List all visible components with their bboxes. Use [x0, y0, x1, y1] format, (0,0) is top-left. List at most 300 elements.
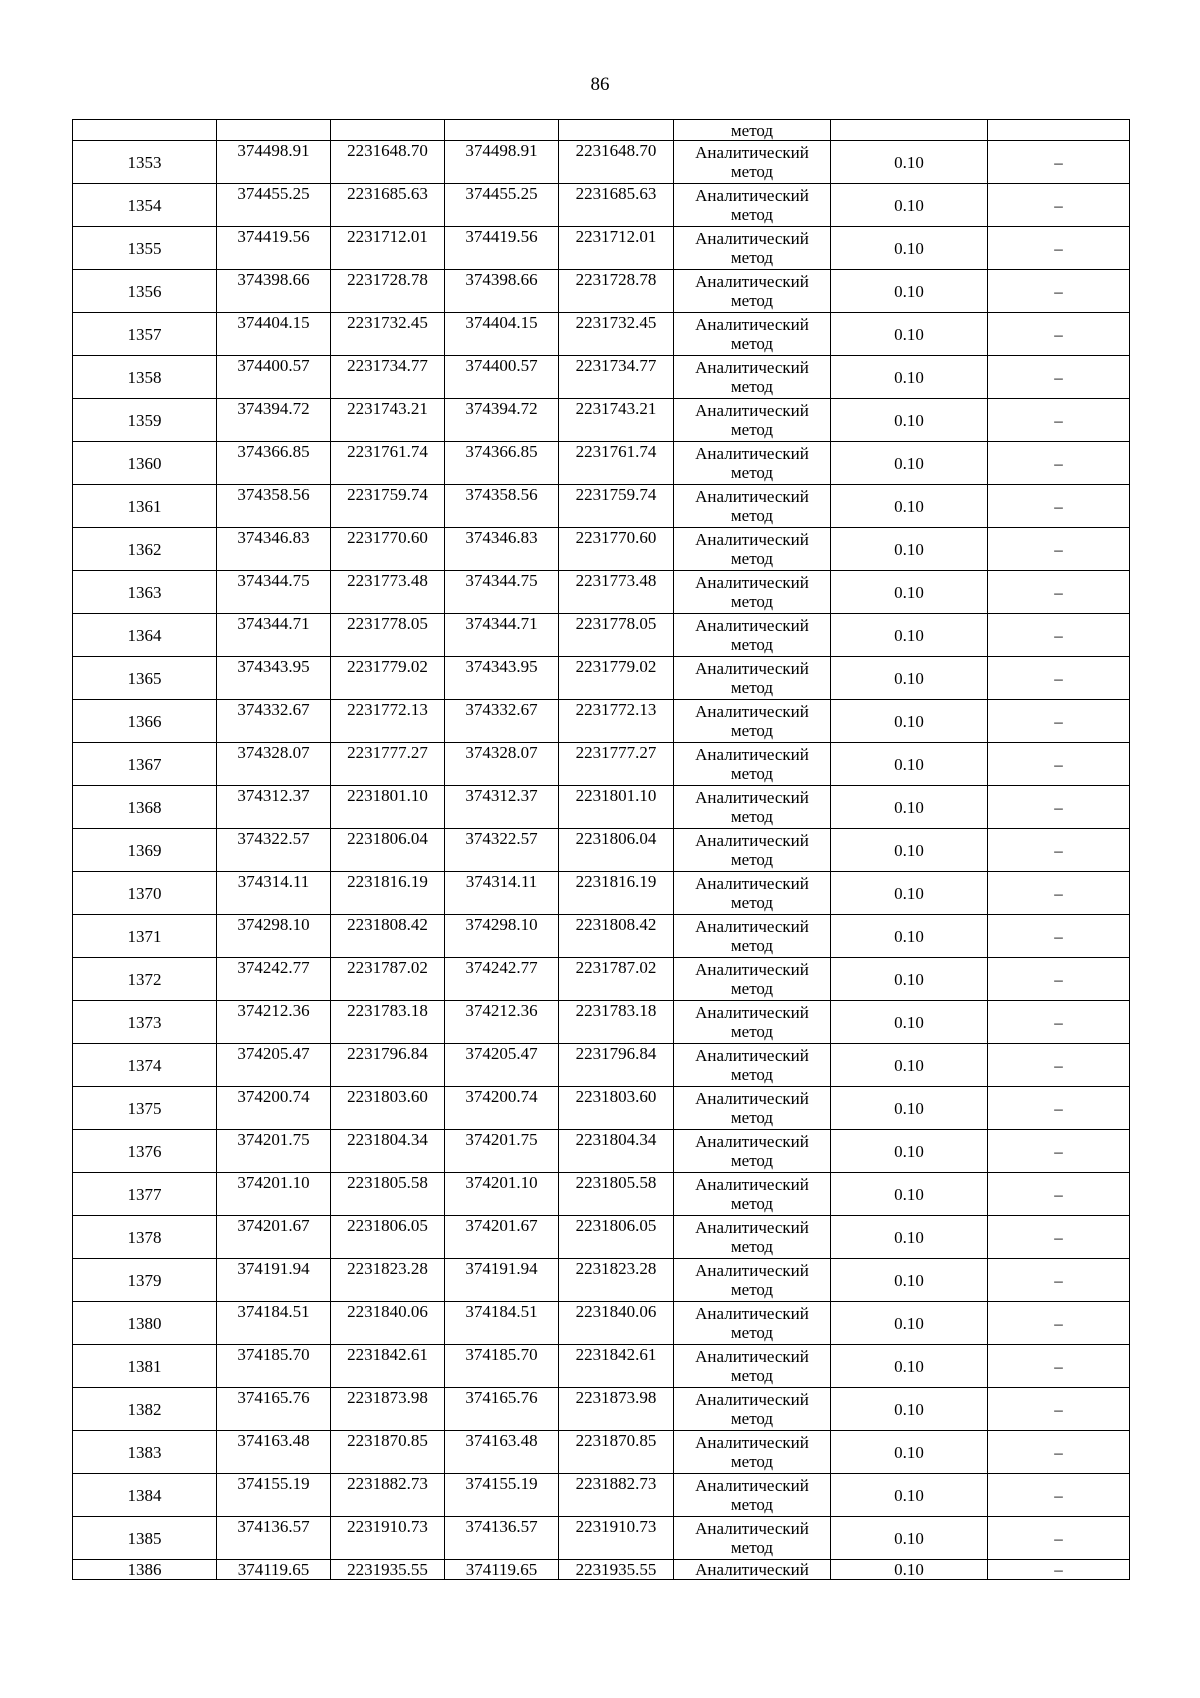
- cell-precision: 0.10: [831, 442, 988, 485]
- table-row: [73, 1388, 1130, 1431]
- table-row: [73, 657, 1130, 700]
- cell-precision: 0.10: [831, 786, 988, 829]
- cell-y-new: 2231806.04: [559, 829, 674, 872]
- cell-y-new: 2231779.02: [559, 657, 674, 700]
- cell-x-existing: 374201.75: [217, 1130, 331, 1173]
- cell-x-existing: 374205.47: [217, 1044, 331, 1087]
- cell-method: [674, 356, 831, 399]
- method-line-1: Аналитический: [695, 272, 809, 291]
- cell-x-existing: 374201.67: [217, 1216, 331, 1259]
- table-row: [73, 270, 1130, 313]
- table-row: [73, 1001, 1130, 1044]
- cell-y-new: 2231823.28: [559, 1259, 674, 1302]
- cell-note: –: [988, 1173, 1130, 1216]
- cell-y-existing: 2231685.63: [331, 184, 445, 227]
- method-line-1: Аналитический: [695, 530, 809, 549]
- cell-method: [674, 657, 831, 700]
- cell-method: [674, 313, 831, 356]
- method-line-2: метод: [730, 549, 774, 568]
- cell-precision: 0.10: [831, 1087, 988, 1130]
- cell-x-new: 374312.37: [445, 786, 559, 829]
- cell-method: [674, 270, 831, 313]
- cell-y-new: 2231685.63: [559, 184, 674, 227]
- cell-y-existing: 2231777.27: [331, 743, 445, 786]
- cell-x-new: 374344.71: [445, 614, 559, 657]
- cell-y-existing: 2231804.34: [331, 1130, 445, 1173]
- cell-note: –: [988, 1345, 1130, 1388]
- cell-method: [674, 1001, 831, 1044]
- cell-y-existing: 2231787.02: [331, 958, 445, 1001]
- cell-precision: 0.10: [831, 657, 988, 700]
- cell-y-new: 2231840.06: [559, 1302, 674, 1345]
- cell-y-new: 2231935.55: [559, 1560, 674, 1580]
- cell-number: 1375: [73, 1087, 217, 1130]
- cell-x-new: 374344.75: [445, 571, 559, 614]
- cell-number: 1369: [73, 829, 217, 872]
- cell-x-existing: 374322.57: [217, 829, 331, 872]
- cell-number: 1357: [73, 313, 217, 356]
- method-line-2: метод: [730, 248, 774, 267]
- cell-y-new: 2231806.05: [559, 1216, 674, 1259]
- table-row: [73, 227, 1130, 270]
- method-line-2: метод: [730, 291, 774, 310]
- method-line-2: метод: [730, 1108, 774, 1127]
- method-line-1: Аналитический: [695, 186, 809, 205]
- table-body: [73, 120, 1130, 1580]
- table-row: [73, 528, 1130, 571]
- table-row: [73, 184, 1130, 227]
- cell-y-existing: 2231773.48: [331, 571, 445, 614]
- cell-y-new: 2231777.27: [559, 743, 674, 786]
- table-row: [73, 571, 1130, 614]
- cell-y-existing: 2231808.42: [331, 915, 445, 958]
- method-line-1: Аналитический: [695, 1003, 809, 1022]
- cell-precision: 0.10: [831, 399, 988, 442]
- cell-y-existing: 2231779.02: [331, 657, 445, 700]
- cell-method: [674, 1130, 831, 1173]
- cell-number: 1378: [73, 1216, 217, 1259]
- cell-note: –: [988, 1044, 1130, 1087]
- method-line-1: Аналитический: [695, 874, 809, 893]
- method-line-2: метод: [730, 463, 774, 482]
- cell-method: [674, 614, 831, 657]
- cell-precision: 0.10: [831, 313, 988, 356]
- cell-method: [674, 1302, 831, 1345]
- cell-x-existing: 374165.76: [217, 1388, 331, 1431]
- method-line-2: метод: [730, 205, 774, 224]
- cell-y-existing: 2231728.78: [331, 270, 445, 313]
- cell-y-new: 2231796.84: [559, 1044, 674, 1087]
- cell-note: –: [988, 270, 1130, 313]
- method-line-2: метод: [730, 893, 774, 912]
- cell-x-new: 374328.07: [445, 743, 559, 786]
- cell-number: 1383: [73, 1431, 217, 1474]
- cell-x-existing: 374344.75: [217, 571, 331, 614]
- cell-number: 1359: [73, 399, 217, 442]
- cell-y-existing: 2231783.18: [331, 1001, 445, 1044]
- cell-x-existing: 374404.15: [217, 313, 331, 356]
- cell-note: –: [988, 141, 1130, 184]
- table-row: [73, 1044, 1130, 1087]
- method-line-1: Аналитический: [695, 401, 809, 420]
- cell-x-new: 374163.48: [445, 1431, 559, 1474]
- table-row: [73, 399, 1130, 442]
- cell-precision: 0.10: [831, 829, 988, 872]
- cell-y-new: 2231801.10: [559, 786, 674, 829]
- cell-y-new: 2231734.77: [559, 356, 674, 399]
- cell-y-new: 2231761.74: [559, 442, 674, 485]
- cell-number: 1356: [73, 270, 217, 313]
- cell-x-existing: 374201.10: [217, 1173, 331, 1216]
- cell-note: [988, 120, 1130, 141]
- cell-number: 1376: [73, 1130, 217, 1173]
- cell-note: –: [988, 485, 1130, 528]
- method-line-1: Аналитический: [695, 745, 809, 764]
- cell-x-existing: 374358.56: [217, 485, 331, 528]
- cell-number: 1361: [73, 485, 217, 528]
- cell-x-existing: 374191.94: [217, 1259, 331, 1302]
- method-line-2: метод: [730, 1538, 774, 1557]
- cell-y-existing: [331, 120, 445, 141]
- cell-note: –: [988, 1474, 1130, 1517]
- cell-x-existing: 374400.57: [217, 356, 331, 399]
- cell-precision: 0.10: [831, 1474, 988, 1517]
- method-line-2: метод: [730, 1366, 774, 1385]
- cell-x-new: 374191.94: [445, 1259, 559, 1302]
- cell-note: –: [988, 399, 1130, 442]
- cell-x-existing: 374242.77: [217, 958, 331, 1001]
- cell-number: 1380: [73, 1302, 217, 1345]
- table-row: [73, 1517, 1130, 1560]
- cell-method: метод: [674, 120, 831, 141]
- cell-method: [674, 485, 831, 528]
- cell-y-new: 2231728.78: [559, 270, 674, 313]
- table-row: [73, 1302, 1130, 1345]
- method-line-2: метод: [730, 850, 774, 869]
- cell-note: –: [988, 657, 1130, 700]
- table-row-continuation: [73, 120, 1130, 141]
- cell-method: [674, 1216, 831, 1259]
- cell-number: 1366: [73, 700, 217, 743]
- table-row: [73, 313, 1130, 356]
- cell-x-existing: 374155.19: [217, 1474, 331, 1517]
- cell-number: 1354: [73, 184, 217, 227]
- method-line-2: метод: [730, 764, 774, 783]
- table-row: [73, 1474, 1130, 1517]
- cell-precision: 0.10: [831, 700, 988, 743]
- cell-x-new: 374298.10: [445, 915, 559, 958]
- cell-y-new: 2231805.58: [559, 1173, 674, 1216]
- cell-note: –: [988, 1302, 1130, 1345]
- cell-x-new: 374155.19: [445, 1474, 559, 1517]
- cell-precision: 0.10: [831, 1560, 988, 1580]
- cell-x-existing: 374119.65: [217, 1560, 331, 1580]
- cell-x-existing: 374366.85: [217, 442, 331, 485]
- cell-x-new: 374185.70: [445, 1345, 559, 1388]
- cell-x-new: 374455.25: [445, 184, 559, 227]
- cell-number: 1368: [73, 786, 217, 829]
- cell-x-new: 374212.36: [445, 1001, 559, 1044]
- cell-number: 1363: [73, 571, 217, 614]
- cell-y-new: 2231770.60: [559, 528, 674, 571]
- cell-x-existing: 374212.36: [217, 1001, 331, 1044]
- method-line-1: Аналитический: [695, 229, 809, 248]
- method-line-1: Аналитический: [695, 1046, 809, 1065]
- cell-x-new: 374201.75: [445, 1130, 559, 1173]
- cell-y-existing: 2231761.74: [331, 442, 445, 485]
- method-line-1: Аналитический: [695, 573, 809, 592]
- table-row: [73, 1560, 1130, 1580]
- method-line-2: метод: [730, 979, 774, 998]
- cell-number: 1373: [73, 1001, 217, 1044]
- cell-y-existing: 2231910.73: [331, 1517, 445, 1560]
- cell-method: [674, 1087, 831, 1130]
- cell-y-new: 2231772.13: [559, 700, 674, 743]
- cell-number: 1364: [73, 614, 217, 657]
- cell-x-existing: 374185.70: [217, 1345, 331, 1388]
- cell-x-existing: 374344.71: [217, 614, 331, 657]
- cell-x-existing: 374312.37: [217, 786, 331, 829]
- cell-x-existing: 374398.66: [217, 270, 331, 313]
- cell-x-existing: 374419.56: [217, 227, 331, 270]
- cell-x-new: 374136.57: [445, 1517, 559, 1560]
- cell-y-existing: 2231805.58: [331, 1173, 445, 1216]
- cell-method: [674, 1173, 831, 1216]
- cell-method: [674, 958, 831, 1001]
- cell-precision: 0.10: [831, 743, 988, 786]
- table-row: [73, 915, 1130, 958]
- cell-y-existing: 2231935.55: [331, 1560, 445, 1580]
- cell-y-new: 2231778.05: [559, 614, 674, 657]
- cell-number: 1379: [73, 1259, 217, 1302]
- cell-x-new: 374358.56: [445, 485, 559, 528]
- cell-x-new: 374419.56: [445, 227, 559, 270]
- cell-precision: 0.10: [831, 571, 988, 614]
- cell-note: –: [988, 1130, 1130, 1173]
- table-row: [73, 614, 1130, 657]
- table-row: [73, 1259, 1130, 1302]
- cell-y-existing: 2231778.05: [331, 614, 445, 657]
- method-line-2: метод: [730, 635, 774, 654]
- cell-x-new: 374201.67: [445, 1216, 559, 1259]
- cell-note: –: [988, 1259, 1130, 1302]
- cell-y-new: 2231842.61: [559, 1345, 674, 1388]
- cell-note: –: [988, 442, 1130, 485]
- table-row: [73, 786, 1130, 829]
- cell-number: 1374: [73, 1044, 217, 1087]
- table-row: [73, 356, 1130, 399]
- cell-method: [674, 700, 831, 743]
- cell-method: Аналитический: [674, 1560, 831, 1580]
- cell-x-new: 374205.47: [445, 1044, 559, 1087]
- cell-x-new: 374366.85: [445, 442, 559, 485]
- method-line-1: Аналитический: [695, 1476, 809, 1495]
- cell-number: 1358: [73, 356, 217, 399]
- cell-precision: 0.10: [831, 1345, 988, 1388]
- cell-note: –: [988, 1560, 1130, 1580]
- cell-y-new: 2231787.02: [559, 958, 674, 1001]
- table-row: [73, 958, 1130, 1001]
- method-line-1: Аналитический: [695, 1304, 809, 1323]
- cell-number: 1386: [73, 1560, 217, 1580]
- cell-x-existing: 374184.51: [217, 1302, 331, 1345]
- cell-number: 1355: [73, 227, 217, 270]
- cell-y-new: 2231816.19: [559, 872, 674, 915]
- cell-x-new: [445, 120, 559, 141]
- cell-y-new: 2231783.18: [559, 1001, 674, 1044]
- cell-y-new: 2231804.34: [559, 1130, 674, 1173]
- method-line-1: Аналитический: [695, 487, 809, 506]
- cell-y-existing: 2231770.60: [331, 528, 445, 571]
- cell-precision: 0.10: [831, 1302, 988, 1345]
- cell-x-new: 374119.65: [445, 1560, 559, 1580]
- cell-x-new: 374332.67: [445, 700, 559, 743]
- cell-method: [674, 528, 831, 571]
- cell-method: [674, 1259, 831, 1302]
- cell-note: –: [988, 1431, 1130, 1474]
- cell-note: –: [988, 571, 1130, 614]
- table-row: [73, 1130, 1130, 1173]
- cell-y-new: 2231803.60: [559, 1087, 674, 1130]
- cell-y-new: [559, 120, 674, 141]
- cell-note: –: [988, 1087, 1130, 1130]
- cell-number: 1353: [73, 141, 217, 184]
- cell-y-existing: 2231743.21: [331, 399, 445, 442]
- cell-x-existing: 374394.72: [217, 399, 331, 442]
- cell-method: [674, 227, 831, 270]
- method-line-1: Аналитический: [695, 1261, 809, 1280]
- method-line-1: Аналитический: [695, 659, 809, 678]
- method-line-1: Аналитический: [695, 1347, 809, 1366]
- coordinates-table: [72, 119, 1130, 1580]
- cell-y-existing: 2231712.01: [331, 227, 445, 270]
- cell-note: –: [988, 227, 1130, 270]
- cell-number: 1377: [73, 1173, 217, 1216]
- cell-x-new: 374322.57: [445, 829, 559, 872]
- cell-y-existing: 2231803.60: [331, 1087, 445, 1130]
- table-row: [73, 1087, 1130, 1130]
- table-row: [73, 1173, 1130, 1216]
- cell-x-new: 374346.83: [445, 528, 559, 571]
- cell-precision: 0.10: [831, 1259, 988, 1302]
- cell-precision: 0.10: [831, 141, 988, 184]
- method-line-2: метод: [730, 1409, 774, 1428]
- cell-x-new: 374200.74: [445, 1087, 559, 1130]
- table-row: [73, 1216, 1130, 1259]
- cell-precision: 0.10: [831, 1517, 988, 1560]
- cell-note: –: [988, 1001, 1130, 1044]
- cell-number: 1382: [73, 1388, 217, 1431]
- table-row: [73, 485, 1130, 528]
- cell-number: 1372: [73, 958, 217, 1001]
- cell-note: –: [988, 1388, 1130, 1431]
- method-line-2: метод: [730, 1022, 774, 1041]
- cell-note: –: [988, 1517, 1130, 1560]
- cell-number: [73, 120, 217, 141]
- cell-y-new: 2231732.45: [559, 313, 674, 356]
- cell-x-new: 374398.66: [445, 270, 559, 313]
- cell-note: –: [988, 313, 1130, 356]
- cell-y-existing: 2231648.70: [331, 141, 445, 184]
- cell-y-new: 2231648.70: [559, 141, 674, 184]
- method-line-2: метод: [730, 1452, 774, 1471]
- cell-note: –: [988, 915, 1130, 958]
- cell-y-existing: 2231873.98: [331, 1388, 445, 1431]
- cell-y-existing: 2231801.10: [331, 786, 445, 829]
- cell-note: –: [988, 184, 1130, 227]
- method-line-1: Аналитический: [695, 788, 809, 807]
- method-line-1: Аналитический: [695, 616, 809, 635]
- cell-method: [674, 141, 831, 184]
- cell-precision: 0.10: [831, 1044, 988, 1087]
- cell-number: 1371: [73, 915, 217, 958]
- cell-precision: 0.10: [831, 270, 988, 313]
- method-line-2: метод: [730, 377, 774, 396]
- cell-number: 1370: [73, 872, 217, 915]
- cell-x-new: 374165.76: [445, 1388, 559, 1431]
- method-line-1: Аналитический: [695, 1390, 809, 1409]
- method-line-1: Аналитический: [695, 960, 809, 979]
- cell-method: [674, 442, 831, 485]
- cell-method: [674, 399, 831, 442]
- cell-precision: 0.10: [831, 1001, 988, 1044]
- cell-precision: 0.10: [831, 528, 988, 571]
- cell-x-existing: 374314.11: [217, 872, 331, 915]
- cell-precision: 0.10: [831, 1216, 988, 1259]
- cell-y-existing: 2231806.04: [331, 829, 445, 872]
- cell-number: 1381: [73, 1345, 217, 1388]
- cell-y-existing: 2231823.28: [331, 1259, 445, 1302]
- cell-x-existing: 374455.25: [217, 184, 331, 227]
- cell-x-existing: 374298.10: [217, 915, 331, 958]
- cell-x-new: 374400.57: [445, 356, 559, 399]
- cell-y-existing: 2231842.61: [331, 1345, 445, 1388]
- method-line-2: метод: [730, 592, 774, 611]
- method-line-1: Аналитический: [695, 702, 809, 721]
- cell-x-new: 374314.11: [445, 872, 559, 915]
- cell-x-new: 374242.77: [445, 958, 559, 1001]
- cell-y-existing: 2231796.84: [331, 1044, 445, 1087]
- cell-precision: 0.10: [831, 1388, 988, 1431]
- cell-y-new: 2231759.74: [559, 485, 674, 528]
- method-line-2: метод: [730, 1280, 774, 1299]
- cell-precision: 0.10: [831, 1173, 988, 1216]
- cell-y-new: 2231873.98: [559, 1388, 674, 1431]
- cell-number: 1367: [73, 743, 217, 786]
- cell-precision: [831, 120, 988, 141]
- cell-precision: 0.10: [831, 184, 988, 227]
- cell-x-new: 374201.10: [445, 1173, 559, 1216]
- method-line-1: Аналитический: [695, 1132, 809, 1151]
- cell-y-new: 2231712.01: [559, 227, 674, 270]
- method-line-1: Аналитический: [695, 1089, 809, 1108]
- method-line-2: метод: [730, 506, 774, 525]
- cell-x-existing: 374200.74: [217, 1087, 331, 1130]
- method-line-2: метод: [730, 936, 774, 955]
- cell-x-new: 374498.91: [445, 141, 559, 184]
- table-row: [73, 743, 1130, 786]
- cell-y-new: 2231773.48: [559, 571, 674, 614]
- cell-method: [674, 1044, 831, 1087]
- method-line-1: Аналитический: [695, 831, 809, 850]
- cell-x-new: 374404.15: [445, 313, 559, 356]
- method-line-1: Аналитический: [695, 143, 809, 162]
- cell-y-new: 2231743.21: [559, 399, 674, 442]
- cell-x-new: 374343.95: [445, 657, 559, 700]
- cell-method: [674, 829, 831, 872]
- method-line-1: Аналитический: [695, 444, 809, 463]
- cell-y-existing: 2231882.73: [331, 1474, 445, 1517]
